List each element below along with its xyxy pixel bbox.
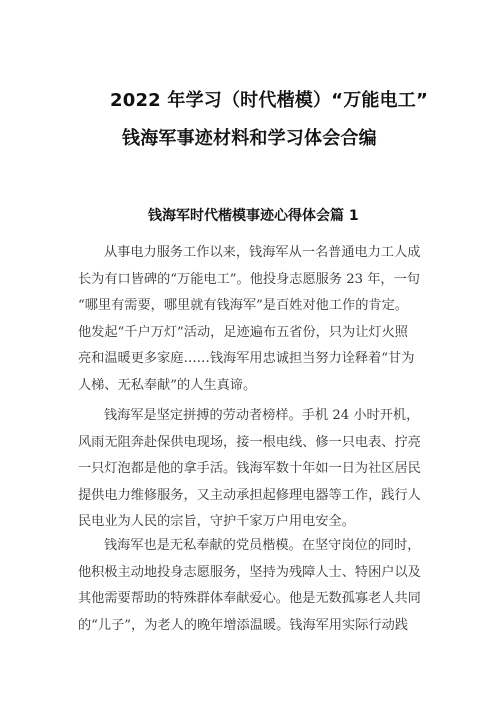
paragraph-line: “哪里有需要，哪里就有钱海军”是百姓对他工作的肯定。	[78, 298, 408, 314]
document-title-line-2: 钱海军事迹材料和学习体会合编	[122, 128, 377, 149]
paragraph-line: 提供电力维修服务，又主动承担起修理电器等工作，践行人	[78, 487, 421, 503]
paragraph-2	[78, 403, 434, 536]
paragraph-line: 长为有口皆碑的“万能电工”。他投身志愿服务 23 年，一句	[78, 271, 420, 287]
document-title-line-1: 2022 年学习（时代楷模）“万能电工”	[110, 90, 429, 111]
paragraph-line: 人梯、无私奉献”的人生真谛。	[78, 377, 257, 393]
paragraph-line: 钱海军也是无私奉献的党员楷模。在坚守岗位的同时，	[104, 538, 421, 553]
paragraph-line: 一只灯泡都是他的拿手活。钱海军数十年如一日为社区居民	[78, 461, 421, 477]
paragraph-line: 钱海军是坚定拼搏的劳动者榜样。手机 24 小时开机，	[104, 408, 420, 423]
paragraph-line: 从事电力服务工作以来，钱海军从一名普通电力工人成	[104, 245, 421, 260]
paragraph-3	[78, 533, 434, 639]
paragraph-line: 其他需要帮助的特殊群体奉献爱心。他是无数孤寡老人共同	[78, 591, 421, 607]
paragraph-line: 他发起“千户万灯”活动，足迹遍布五省份，只为让灯火照	[78, 324, 408, 340]
paragraph-line: 亮和温暖更多家庭……钱海军用忠诚担当努力诠释着“甘为	[78, 351, 415, 367]
paragraph-line: 他积极主动地投身志愿服务，坚持为残障人士、特困户以及	[78, 564, 421, 580]
paragraph-line: 民电业为人民的宗旨，守护千家万户用电安全。	[78, 514, 355, 530]
paragraph-1	[78, 240, 434, 400]
paragraph-line: 风雨无阻奔赴保供电现场，接一根电线、修一只电表、拧亮	[78, 434, 421, 450]
paragraph-line: 的“儿子”，为老人的晚年增添温暖。钱海军用实际行动践	[78, 617, 408, 633]
section-heading: 钱海军时代楷模事迹心得体会篇 1	[148, 208, 359, 224]
